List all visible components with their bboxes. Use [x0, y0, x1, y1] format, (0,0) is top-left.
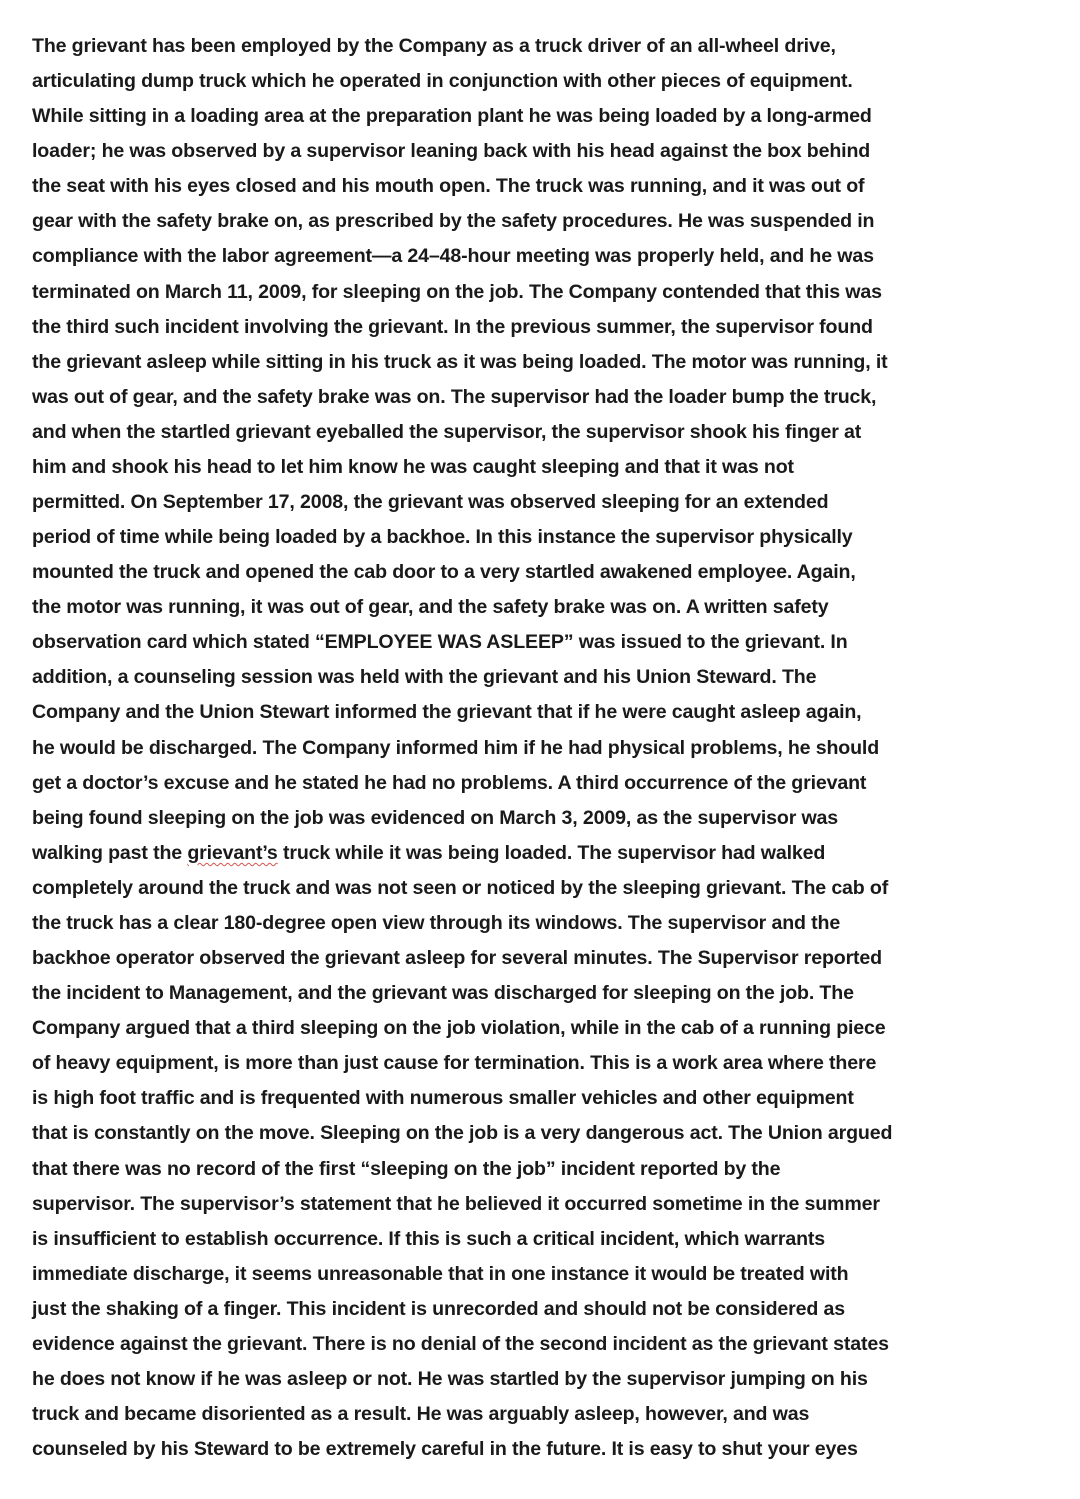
text-line-11: was out of gear, and the safety brake was on. The supervisor had the loader bump the truck,: [32, 385, 877, 408]
document-body-text: [32, 29, 1072, 1467]
text-line-35: is insufficient to establish occurrence. If this is such a critical incident, which warrants: [32, 1227, 826, 1250]
text-line-6: gear with the safety brake on, as prescribed by the safety procedures. He was suspended in: [32, 210, 875, 233]
text-line-33: that there was no record of the first “sleeping on the job” incident reported by the: [32, 1157, 781, 1180]
text-line-17: the motor was running, it was out of gear, and the safety brake was on. A written safety: [32, 596, 829, 619]
text-line-5: the seat with his eyes closed and his mouth open. The truck was running, and it was out of: [32, 175, 865, 198]
text-line-38: evidence against the grievant. There is no denial of the second incident as the grievant states: [32, 1332, 889, 1355]
text-line-3: While sitting in a loading area at the preparation plant he was being loaded by a long-armed: [32, 105, 872, 128]
text-line-16: mounted the truck and opened the cab door to a very startled awakened employee. Again,: [32, 561, 856, 584]
text-line-36: immediate discharge, it seems unreasonable that in one instance it would be treated with: [32, 1262, 849, 1285]
text-line-37: just the shaking of a finger. This incident is unrecorded and should not be considered as: [32, 1297, 845, 1320]
text-line-9: the third such incident involving the grievant. In the previous summer, the supervisor found: [32, 315, 873, 338]
text-line-18: observation card which stated “EMPLOYEE WAS ASLEEP” was issued to the grievant. In: [32, 631, 848, 654]
text-line-10: the grievant asleep while sitting in his truck as it was being loaded. The motor was running, it: [32, 350, 888, 373]
text-line-25: completely around the truck and was not seen or noticed by the sleeping grievant. The cab of: [32, 876, 889, 899]
text-line-7: compliance with the labor agreement—a 24–48-hour meeting was properly held, and he was: [32, 245, 874, 268]
text-line-34: supervisor. The supervisor’s statement that he believed it occurred sometime in the summer: [32, 1192, 880, 1215]
text-line-24-start: walking past the: [32, 841, 188, 864]
text-line-40: truck and became disoriented as a result. He was arguably asleep, however, and was: [32, 1403, 810, 1426]
text-line-26: the truck has a clear 180-degree open view through its windows. The supervisor and the: [32, 911, 841, 934]
text-line-30: of heavy equipment, is more than just cause for termination. This is a work area where there: [32, 1052, 877, 1075]
text-line-13: him and shook his head to let him know he was caught sleeping and that it was not: [32, 455, 794, 478]
spellcheck-flagged-word[interactable]: grievant’s: [187, 841, 278, 864]
text-line-31: is high foot traffic and is frequented with numerous smaller vehicles and other equipment: [32, 1087, 854, 1110]
text-line-8: terminated on March 11, 2009, for sleeping on the job. The Company contended that this was: [32, 280, 882, 303]
text-line-23: being found sleeping on the job was evidenced on March 3, 2009, as the supervisor was: [32, 806, 839, 829]
text-line-39: he does not know if he was asleep or not. He was startled by the supervisor jumping on his: [32, 1367, 868, 1390]
text-line-4: loader; he was observed by a supervisor leaning back with his head against the box behind: [32, 140, 871, 163]
text-line-21: he would be discharged. The Company informed him if he had physical problems, he should: [32, 736, 880, 759]
text-line-32: that is constantly on the move. Sleeping on the job is a very dangerous act. The Union argued: [32, 1122, 893, 1145]
text-line-29: Company argued that a third sleeping on the job violation, while in the cab of a running piece: [32, 1017, 886, 1040]
text-line-20: Company and the Union Stewart informed the grievant that if he were caught asleep again,: [32, 701, 862, 724]
text-line-1: The grievant has been employed by the Company as a truck driver of an all-wheel drive,: [32, 35, 836, 57]
text-line-12: and when the startled grievant eyeballed the supervisor, the supervisor shook his finger at: [32, 420, 862, 443]
text-line-27: backhoe operator observed the grievant asleep for several minutes. The Supervisor reported: [32, 947, 882, 970]
text-line-15: period of time while being loaded by a backhoe. In this instance the supervisor physically: [32, 526, 853, 549]
text-line-2: articulating dump truck which he operated in conjunction with other pieces of equipment.: [32, 70, 853, 93]
text-line-24: [32, 836, 1072, 871]
text-line-14: permitted. On September 17, 2008, the grievant was observed sleeping for an extended: [32, 491, 829, 514]
text-line-22: get a doctor’s excuse and he stated he had no problems. A third occurrence of the grievant: [32, 771, 867, 794]
text-line-41: counseled by his Steward to be extremely careful in the future. It is easy to shut your eyes: [32, 1438, 858, 1461]
text-line-24-end: truck while it was being loaded. The supervisor had walked: [277, 841, 826, 864]
text-line-19: addition, a counseling session was held with the grievant and his Union Steward. The: [32, 666, 817, 689]
text-line-28: the incident to Management, and the grievant was discharged for sleeping on the job. The: [32, 982, 854, 1005]
